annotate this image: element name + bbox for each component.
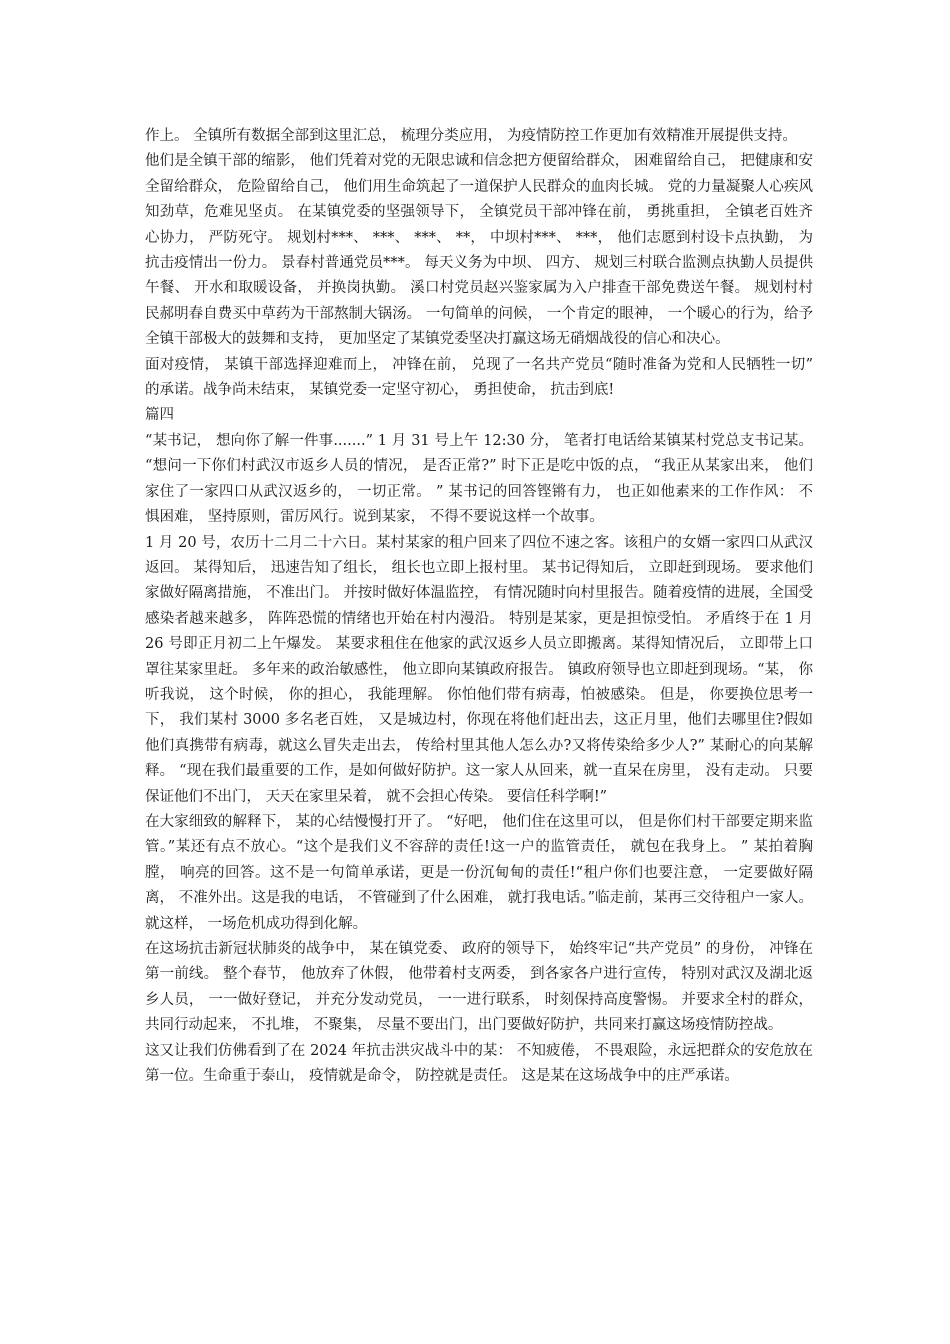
paragraph-closing: 这又让我们仿佛看到了在 2024 年抗击洪灾战斗中的某： 不知疲倦， 不畏艰险，永远把群众的安危放在第一位。生命重于泰山， 疫情就是命令， 防控就是责任。 这是某在这场战争中的庄严承诺。 <box>145 1042 813 1085</box>
paragraph-cadres: 他们是全镇干部的缩影， 他们凭着对党的无限忠诚和信念把方便留给群众， 困难留给自己， 把健康和安全留给群众， 危险留给自己， 他们用生命筑起了一道保护人民群众的血肉长城。 党的力量凝聚人心疾风知劲草，危难见坚贞。 在某镇党委的坚强领导下， 全镇党员干部冲锋在前， 勇挑重担， 全镇老百姓齐心协力， 严防死守。 规划村***、 ***、 ***、 **， 中坝村***、 ***， 他们志愿到村设卡点执勤， 为抗击疫情出一份力。 景春村普通党员***。 每天义务为中坝、 四方、 规划三村联合监测点执勤人员提供午餐、 开水和取暖设备， 并换岗执勤。 溪口村党员赵兴鉴家属为入户排查干部免费送午餐。 规划村村民郝明春自费买中草药为干部熬制大锅汤。 一句简单的问候， 一个肯定的眼神， 一个暖心的行为，给予全镇干部极大的鼓舞和支持， 更加坚定了某镇党委坚决打赢这场无硝烟战役的信心和决心。 <box>145 153 813 348</box>
section-heading: 篇四 <box>145 407 174 424</box>
paragraph-epidemic-response: 面对疫情， 某镇干部选择迎难而上， 冲锋在前， 兑现了一名共产党员“随时准备为党和人民牺牲一切” 的承诺。战争尚未结束， 某镇党委一定坚守初心， 勇担使命， 抗击到底! <box>145 356 813 399</box>
paragraph-story: 1 月 20 号，农历十二月二十六日。某村某家的租户回来了四位不速之客。该租户的女婿一家四口从武汉返回。 某得知后， 迅速告知了组长， 组长也立即上报村里。 某书记得知后， 立即赶到现场。 要求他们家做好隔离措施， 不准出门。 并按时做好体温监控， 有情况随时向村里报告。随着疫情的进展，全国受感染者越来越多， 阵阵恐慌的情绪也开始在村内漫沿。 特别是某家，更是担惊受怕。 矛盾终于在 1 月 26 号即正月初二上午爆发。 某要求租住在他家的武汉返乡人员立即搬离。某得知情况后， 立即带上口罩往某家里赶。 多年来的政治敏感性， 他立即向某镇政府报告。 镇政府领导也立即赶到现场。“某， 你听我说， 这个时候， 你的担心， 我能理解。 你怕他们带有病毒，怕被感染。 但是， 你要换位思考一下， 我们某村 3000 多名老百姓， 又是城边村，你现在将他们赶出去，这正月里，他们去哪里住?假如他们真携带有病毒，就这么冒失走出去， 传给村里其他人怎么办?又将传染给多少人?” 某耐心的向某解释。 “现在我们最重要的工作，是如何做好防护。这一家人从回来，就一直呆在房里， 没有走动。 只要保证他们不出门， 天天在家里呆着， 就不会担心传染。 要信任科学啊!” <box>145 534 813 805</box>
paragraph-resolution: 在大家细致的解释下， 某的心结慢慢打开了。 “好吧， 他们住在这里可以， 但是你们村干部要定期来监管。”某还有点不放心。“这个是我们义不容辞的责任!这一户的监管责任， 就包在我身上。 ” 某拍着胸膛， 响亮的回答。这不是一句简单承诺，更是一份沉甸甸的责任!“租户你们也要注意， 一定要做好隔离， 不准外出。这是我的电话， 不管碰到了什么困难， 就打我电话。”临走前，某再三交待租户一家人。就这样， 一场危机成功得到化解。 <box>145 813 813 932</box>
paragraph-phone-call: “某书记， 想向你了解一件事.......” 1 月 31 号上午 12:30 分， 笔者打电话给某镇某村党总支书记某。 “想问一下你们村武汉市返乡人员的情况， 是否正常?” 时下正是吃中饭的点， “我正从某家出来， 他们家住了一家四口从武汉返乡的， 一切正常。 ” 某书记的回答铿锵有力， 也正如他素来的工作作风： 不惧困难， 坚持原则，雷厉风行。说到某家， 不得不要说这样一个故事。 <box>145 432 813 526</box>
paragraph-continuation: 作上。 全镇所有数据全部到这里汇总， 梳理分类应用， 为疫情防控工作更加有效精准开展提供支持。 <box>145 128 797 144</box>
document-body <box>145 124 813 1089</box>
paragraph-frontline: 在这场抗击新冠状肺炎的战争中， 某在镇党委、 政府的领导下， 始终牢记“共产党员” 的身份， 冲锋在第一前线。 整个春节， 他放弃了休假， 他带着村支两委， 到各家各户进行宣传， 特别对武汉及湖北返乡人员， 一一做好登记， 并充分发动党员， 一一进行联系， 时刻保持高度警惕。 并要求全村的群众， 共同行动起来， 不扎堆， 不聚集， 尽量不要出门，出门要做好防护，共同来打赢这场疫情防控战。 <box>145 941 813 1034</box>
